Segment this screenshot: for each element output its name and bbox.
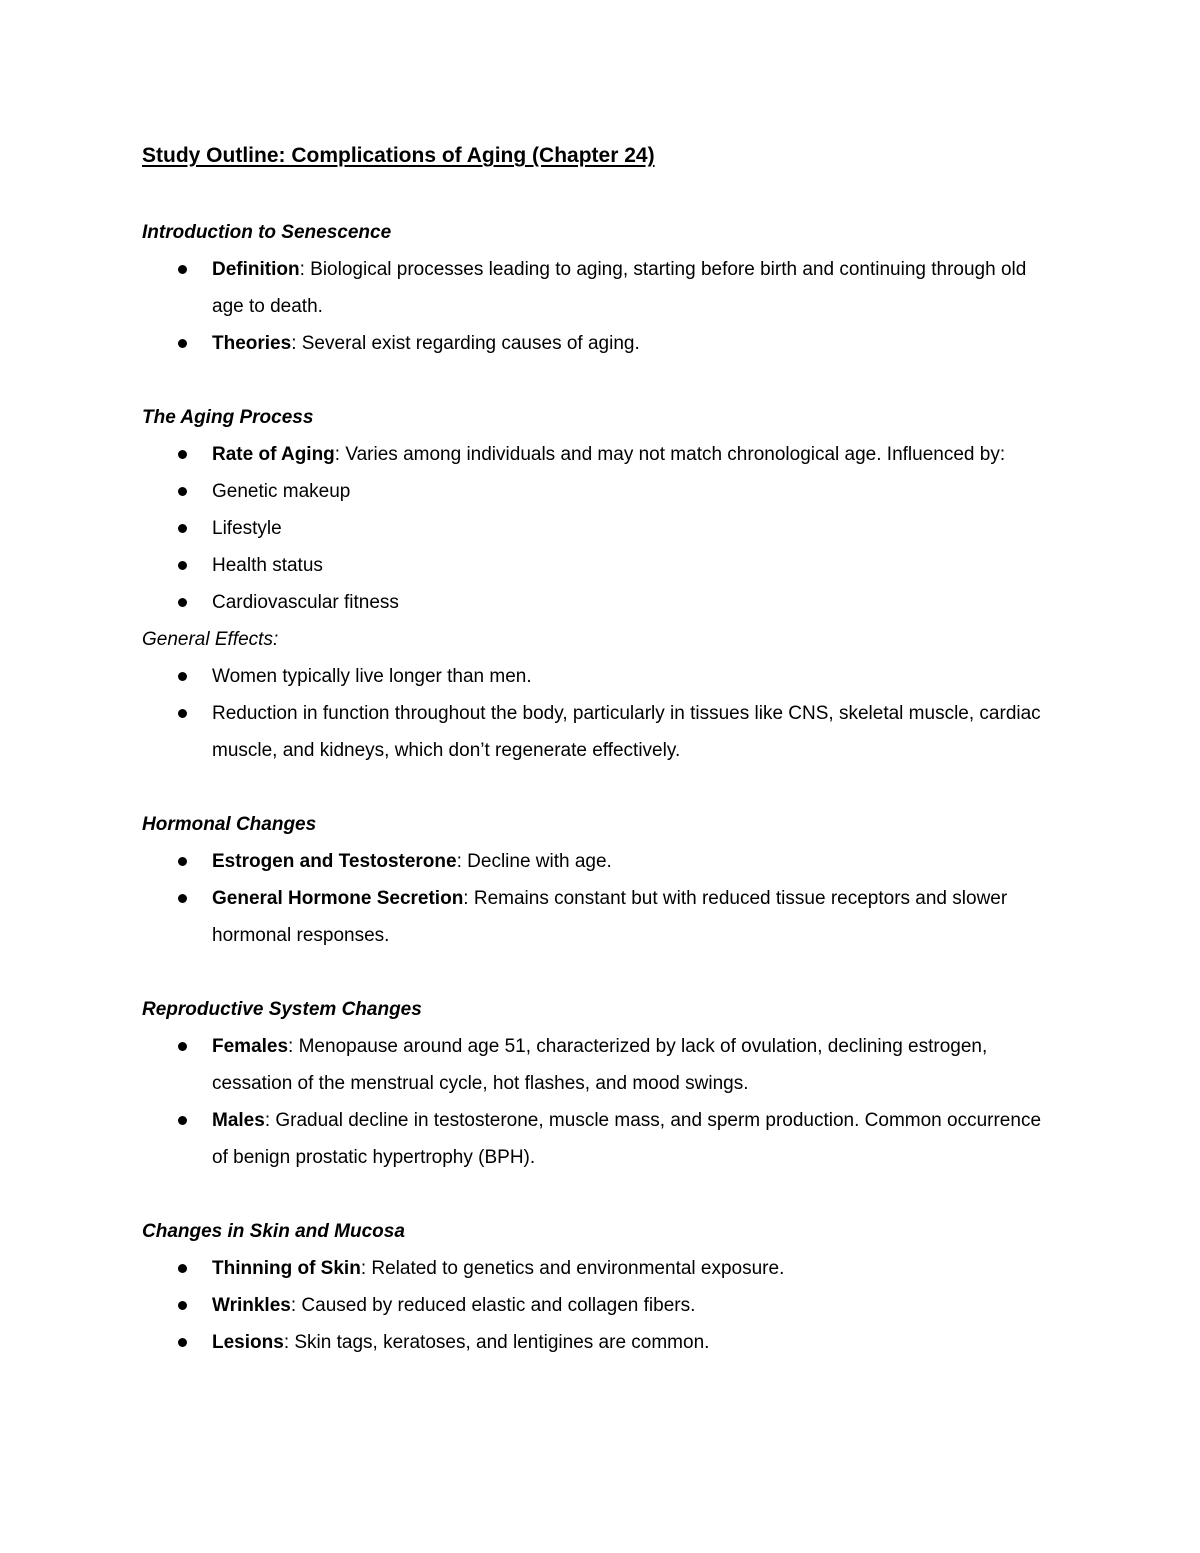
bullet-icon <box>178 487 187 496</box>
item-text: : Menopause around age 51, characterized by lack of ovulation, declining estrogen, cessation of the menstrual cycle, hot flashes, and mood swings. <box>212 1036 988 1094</box>
section-introduction-to-senescence <box>142 214 1062 362</box>
bullet-list <box>142 436 1062 621</box>
bullet-icon <box>178 265 187 274</box>
bullet-list <box>142 251 1062 362</box>
bullet-icon <box>178 450 187 459</box>
item-term: Wrinkles <box>212 1295 291 1316</box>
section-the-aging-process <box>142 399 1062 769</box>
item-term: Estrogen and Testosterone <box>212 851 457 872</box>
bullet-icon <box>178 1116 187 1125</box>
list-item <box>142 880 1062 954</box>
bullet-icon <box>178 894 187 903</box>
bullet-list <box>142 1250 1062 1361</box>
section-reproductive-system-changes <box>142 991 1062 1176</box>
bullet-icon <box>178 1338 187 1347</box>
list-item <box>142 843 1062 880</box>
bullet-list <box>142 658 1062 769</box>
item-text: : Remains constant but with reduced tissue receptors and slower hormonal responses. <box>212 888 1008 946</box>
bullet-icon <box>178 672 187 681</box>
list-item <box>142 1324 1062 1361</box>
item-text: Genetic makeup <box>212 481 351 502</box>
section-heading: Hormonal Changes <box>142 814 317 835</box>
item-term: Males <box>212 1110 265 1131</box>
bullet-icon <box>178 857 187 866</box>
section-hormonal-changes <box>142 806 1062 954</box>
item-text: : Decline with age. <box>456 851 612 872</box>
bullet-list <box>142 843 1062 954</box>
bullet-list <box>142 1028 1062 1176</box>
item-text: : Skin tags, keratoses, and lentigines are common. <box>283 1332 710 1353</box>
list-item <box>142 584 1062 621</box>
item-text: Lifestyle <box>212 518 282 539</box>
item-term: Theories <box>212 333 292 354</box>
item-text: : Biological processes leading to aging, starting before birth and continuing through old age to death. <box>212 259 1027 317</box>
list-item <box>142 1250 1062 1287</box>
item-term: Females <box>212 1036 289 1057</box>
section-heading: The Aging Process <box>142 407 314 428</box>
list-item <box>142 325 1062 362</box>
document-page <box>142 140 1062 1398</box>
section-changes-in-skin-and-mucosa <box>142 1213 1062 1361</box>
item-text: : Several exist regarding causes of aging. <box>291 333 640 354</box>
list-item <box>142 1028 1062 1102</box>
section-heading: Reproductive System Changes <box>142 999 422 1020</box>
list-item <box>142 510 1062 547</box>
list-item <box>142 1287 1062 1324</box>
item-term: Definition <box>212 259 300 280</box>
list-item <box>142 436 1062 473</box>
list-item <box>142 658 1062 695</box>
bullet-icon <box>178 709 187 718</box>
section-heading: Introduction to Senescence <box>142 222 392 243</box>
item-term: Lesions <box>212 1332 284 1353</box>
list-item <box>142 251 1062 325</box>
bullet-icon <box>178 524 187 533</box>
bullet-icon <box>178 339 187 348</box>
bullet-icon <box>178 598 187 607</box>
document-title: Study Outline: Complications of Aging (Chapter 24) <box>142 144 655 167</box>
item-term: General Hormone Secretion <box>212 888 464 909</box>
item-text: Reduction in function throughout the body, particularly in tissues like CNS, skeletal muscle, cardiac muscle, and kidneys, which don’t regenerate effectively. <box>212 703 1041 761</box>
item-term: Thinning of Skin <box>212 1258 361 1279</box>
item-term: Rate of Aging <box>212 444 335 465</box>
list-item <box>142 695 1062 769</box>
bullet-icon <box>178 1042 187 1051</box>
bullet-icon <box>178 1264 187 1273</box>
bullet-icon <box>178 561 187 570</box>
item-text: : Varies among individuals and may not match chronological age. Influenced by: <box>334 444 1006 465</box>
item-text: Women typically live longer than men. <box>212 666 532 687</box>
item-text: Health status <box>212 555 323 576</box>
item-text: : Related to genetics and environmental exposure. <box>360 1258 785 1279</box>
list-item <box>142 547 1062 584</box>
list-item <box>142 1102 1062 1176</box>
list-item <box>142 473 1062 510</box>
bullet-icon <box>178 1301 187 1310</box>
item-text: : Gradual decline in testosterone, muscle mass, and sperm production. Common occurrence of benign prostatic hypertrophy (BPH). <box>212 1110 1042 1168</box>
subheading-general-effects: General Effects: <box>142 629 279 650</box>
section-heading: Changes in Skin and Mucosa <box>142 1221 405 1242</box>
item-text: : Caused by reduced elastic and collagen fibers. <box>290 1295 696 1316</box>
item-text: Cardiovascular fitness <box>212 592 399 613</box>
